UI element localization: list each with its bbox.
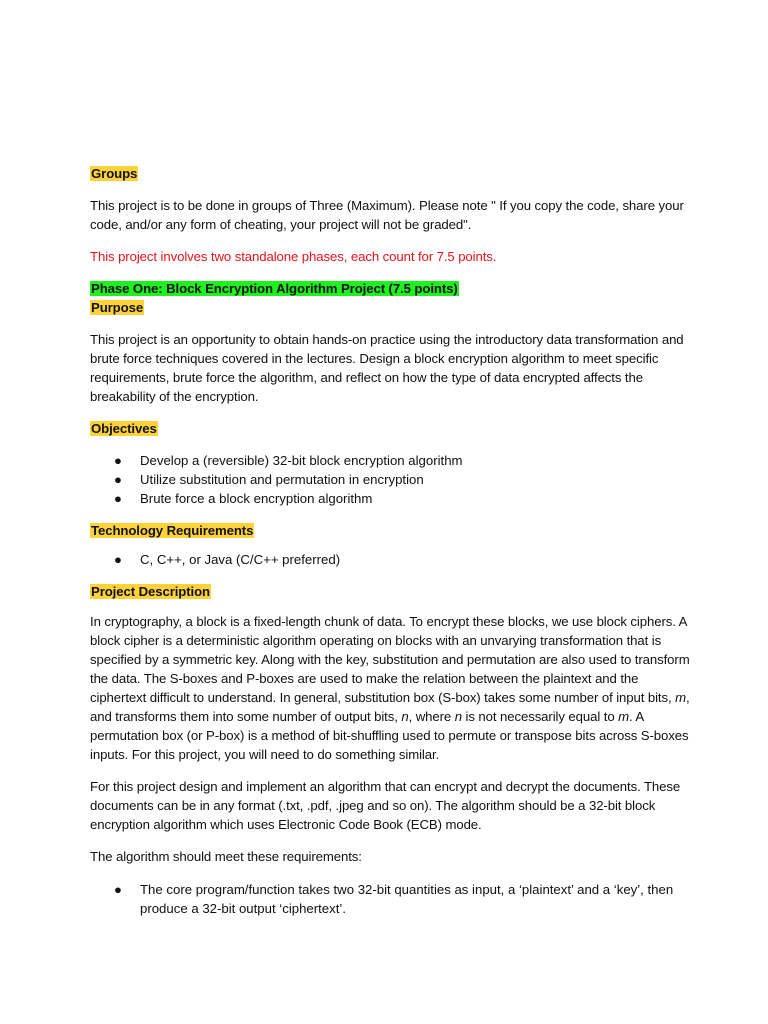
project-description-heading <box>90 582 690 601</box>
purpose-heading <box>90 298 690 317</box>
purpose-paragraph: This project is an opportunity to obtain hands-on practice using the introductory data transformation and brute force techniques covered in the lectures. Design a block encryption algorithm to meet specific requirements, brute force the algorithm, and reflect on how the type of data encrypted affects the breakability of the encryption. <box>90 332 684 404</box>
list-item: ● The core program/function takes two 32-bit quantities as input, a ‘plaintext’ and a ‘key’, then produce a 32-bit output ‘ciphertext’. <box>114 882 674 916</box>
list-item: ● Brute force a block encryption algorithm <box>114 491 373 506</box>
requirements-list <box>90 880 690 918</box>
requirements-intro: The algorithm should meet these requirements: <box>90 849 362 864</box>
project-description-heading-text: Project Description <box>91 584 211 599</box>
bullet-icon: ● <box>114 453 122 468</box>
technology-heading-text: Technology Requirements <box>91 523 254 538</box>
bullet-icon: ● <box>114 491 122 506</box>
document-body <box>90 164 690 931</box>
objectives-list <box>90 451 690 508</box>
bullet-icon: ● <box>114 472 122 487</box>
technology-heading <box>90 521 690 540</box>
purpose-heading-text: Purpose <box>91 300 144 315</box>
objectives-heading-text: Objectives <box>91 421 157 436</box>
bullet-icon: ● <box>114 882 122 897</box>
phase-one-heading <box>90 279 690 298</box>
description-paragraph-1: In cryptography, a block is a fixed-length chunk of data. To encrypt these blocks, we use block ciphers. A block cipher is a deterministic algorithm operating on blocks with an unvarying transformation that is specified by a symmetric key. Along with the key, substitution and permutation are also used to transform the data. The S-boxes and P-boxes are used to make the relation between the plaintext and the ciphertext difficult to understand. In general, substitution box (S-box) takes some number of input bits, m, and transforms them into some number of output bits, n, where n is not necessarily equal to m. A permutation box (or P-box) is a method of bit-shuffling used to permute or transpose bits across S-boxes inputs. For this project, you will need to do something similar. <box>90 614 690 762</box>
objectives-heading <box>90 419 690 438</box>
list-item: ● C, C++, or Java (C/C++ preferred) <box>114 552 341 567</box>
groups-heading-text: Groups <box>91 166 138 181</box>
groups-paragraph: This project is to be done in groups of Three (Maximum). Please note " If you copy the code, share your code, and/or any form of cheating, your project will not be graded". <box>90 198 684 232</box>
groups-heading <box>90 164 690 183</box>
technology-list <box>90 550 690 569</box>
list-item: ● Develop a (reversible) 32-bit block encryption algorithm <box>114 453 463 468</box>
bullet-icon: ● <box>114 552 122 567</box>
list-item: ● Utilize substitution and permutation in encryption <box>114 472 424 487</box>
phase-one-heading-text: Phase One: Block Encryption Algorithm Project (7.5 points) <box>91 281 458 296</box>
description-paragraph-2: For this project design and implement an algorithm that can encrypt and decrypt the documents. These documents can be in any format (.txt, .pdf, .jpeg and so on). The algorithm should be a 32-bit block encryption algorithm which uses Electronic Code Book (ECB) mode. <box>90 779 681 832</box>
phases-note: This project involves two standalone phases, each count for 7.5 points. <box>90 249 497 264</box>
